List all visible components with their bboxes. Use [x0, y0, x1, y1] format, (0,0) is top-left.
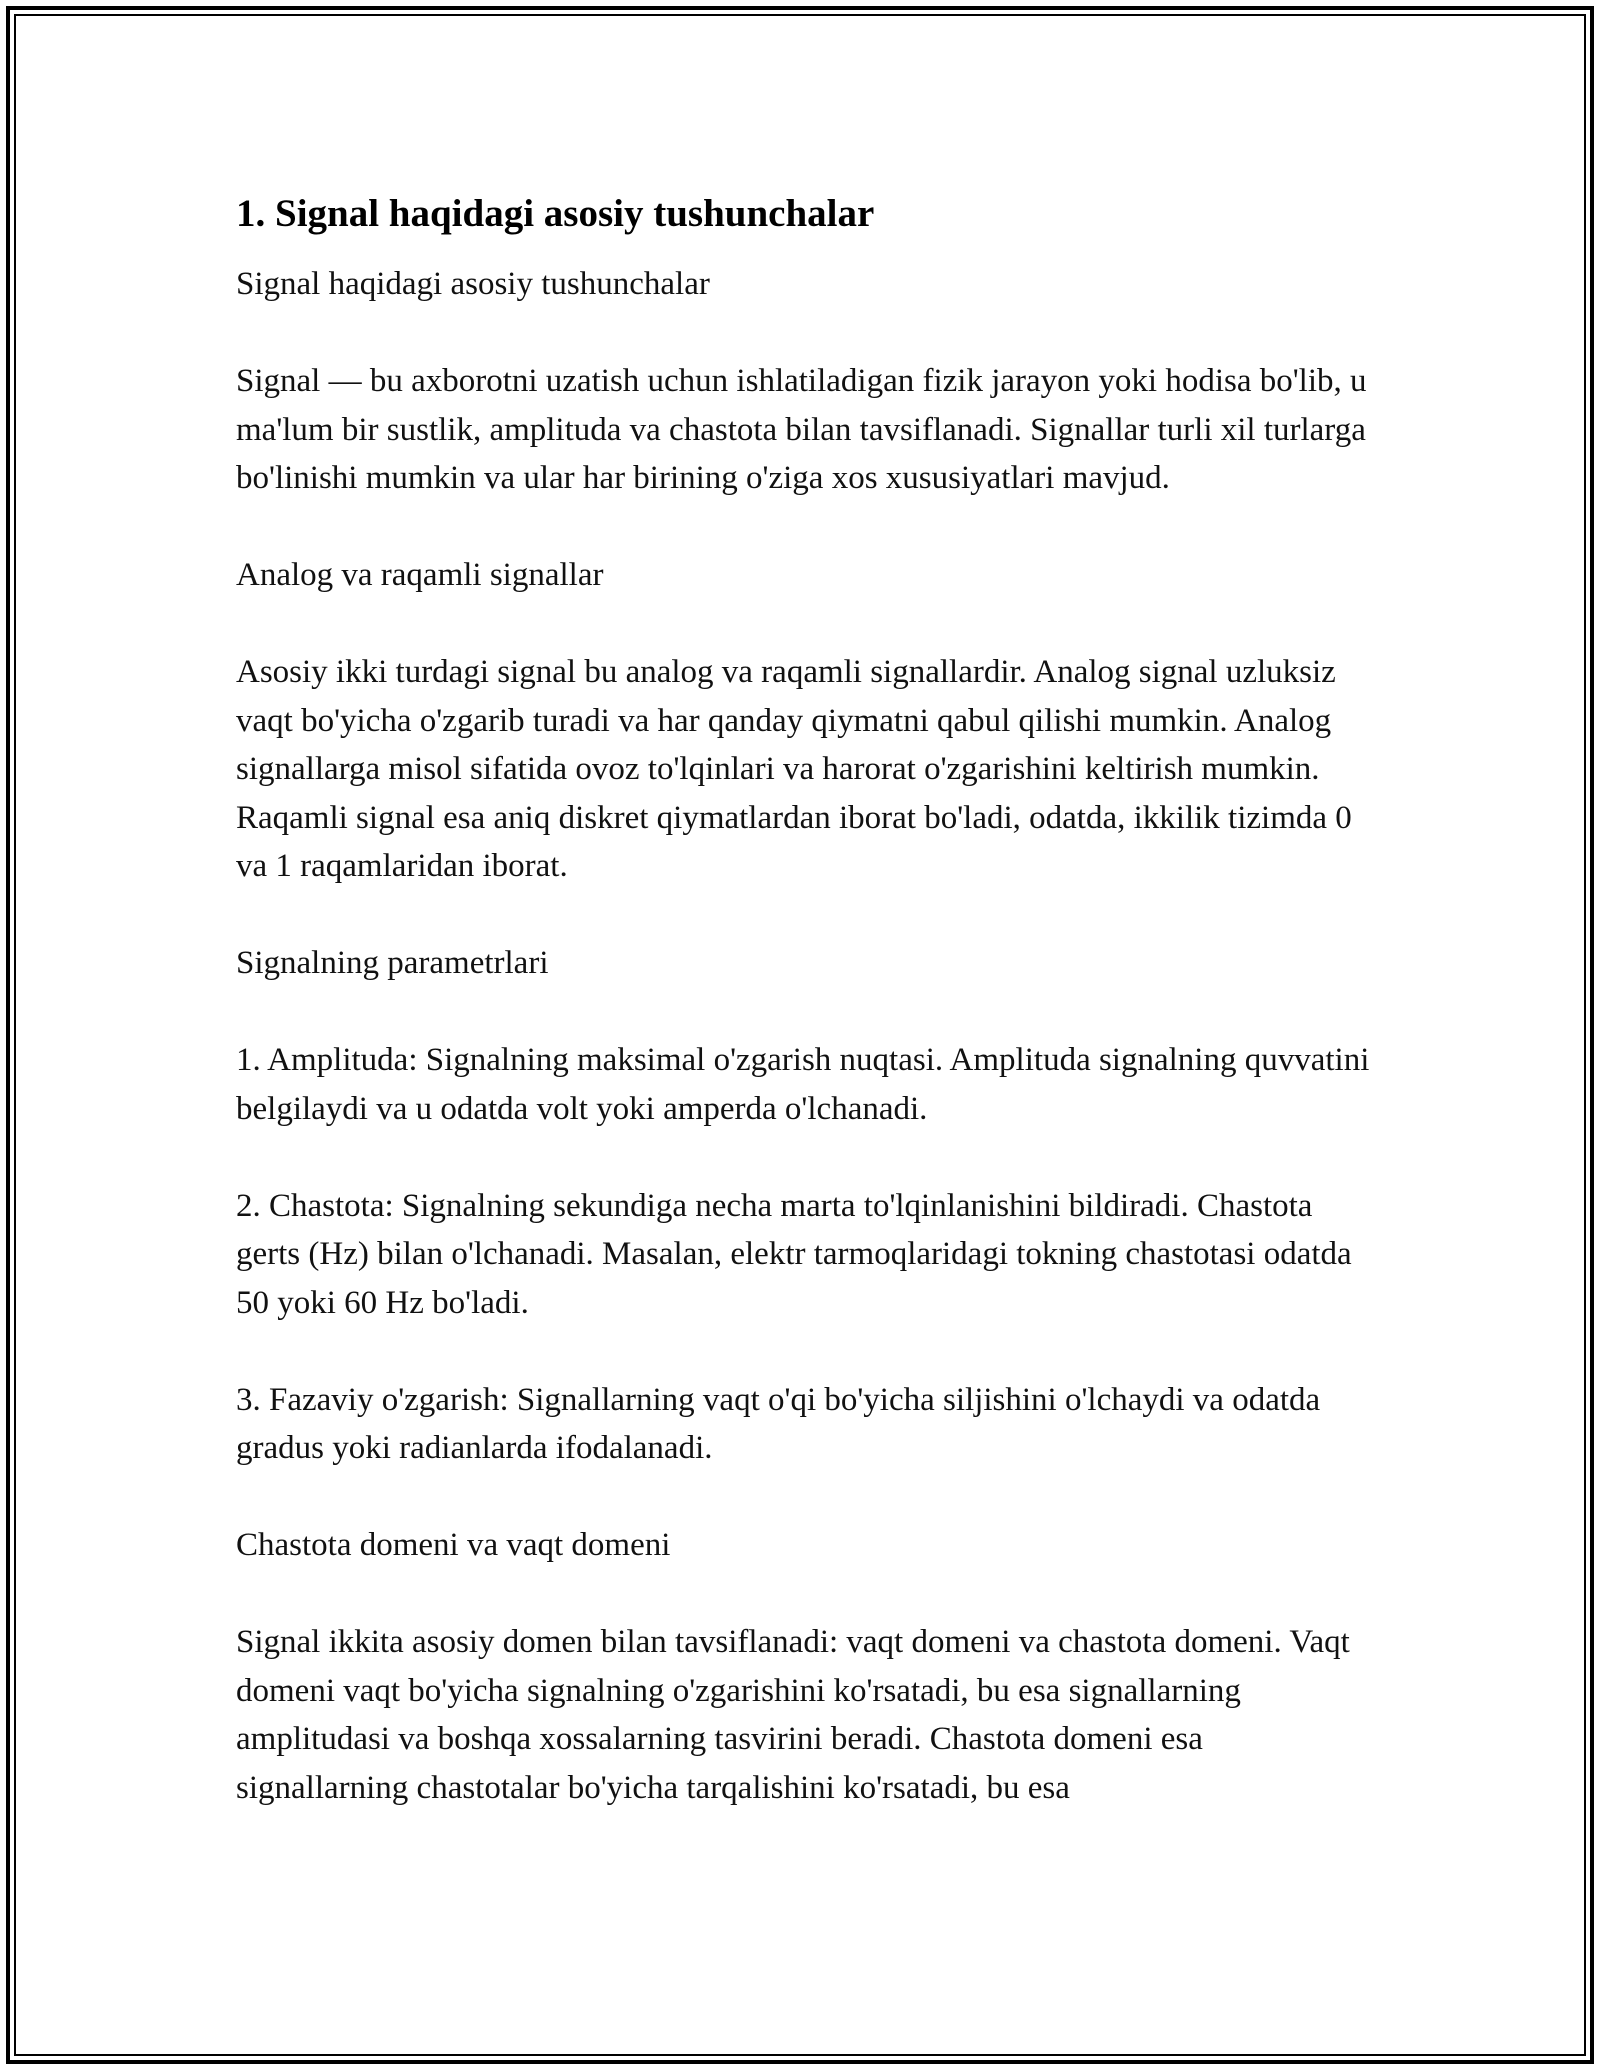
list-item-amplitude: 1. Amplituda: Signalning maksimal o'zgarish nuqtasi. Amplituda signalning quvvatini belgilaydi va u odatda volt yoki amperda o'lchanadi. — [236, 1042, 1370, 1127]
heading-signal-parameters: Signalning parametrlari — [236, 945, 549, 981]
heading-frequency-time-domain: Chastota domeni va vaqt domeni — [236, 1527, 671, 1563]
paragraph-signal-definition: Signal — bu axborotni uzatish uchun ishlatiladigan fizik jarayon yoki hodisa bo'lib, u ma'lum bir sustlik, amplituda va chastota bilan tavsiflanadi. Signallar turli xil turlarga bo'linishi mumkin va ular har birining o'ziga xos xususiyatlari mavjud. — [236, 363, 1367, 496]
section-subtitle: Signal haqidagi asosiy tushunchalar — [236, 266, 710, 302]
heading-analog-digital: Analog va raqamli signallar — [236, 557, 604, 593]
paragraph-analog-digital: Asosiy ikki turdagi signal bu analog va raqamli signallardir. Analog signal uzluksiz vaqt bo'yicha o'zgarib turadi va har qanday qiymatni qabul qilishi mumkin. Analog signallarga misol sifatida ovoz to'lqinlari va harorat o'zgarishini keltirish mumkin. Raqamli signal esa aniq diskret qiymatlardan iborat bo'ladi, odatda, ikkilik tizimda 0 va 1 raqamlaridan iborat. — [236, 654, 1352, 884]
list-item-frequency: 2. Chastota: Signalning sekundiga necha marta to'lqinlanishini bildiradi. Chastota gerts (Hz) bilan o'lchanadi. Masalan, elektr tarmoqlaridagi tokning chastotasi odatda 50 yoki 60 Hz bo'ladi. — [236, 1187, 1352, 1321]
list-item-phase-shift: 3. Fazaviy o'zgarish: Signallarning vaqt o'qi bo'yicha siljishini o'lchaydi va odatda gradus yoki radianlarda ifodalanadi. — [236, 1381, 1321, 1466]
paragraph-domains: Signal ikkita asosiy domen bilan tavsiflanadi: vaqt domeni va chastota domeni. Vaqt domeni vaqt bo'yicha signalning o'zgarishini ko'rsatadi, bu esa signallarning amplitudasi va boshqa xossalarning tasvirini beradi. Chastota domeni esa signallarning chastotalar bo'yicha tarqalishini ko'rsatadi, bu esa — [236, 1624, 1350, 1806]
document-body — [236, 186, 1376, 1812]
page-title: 1. Signal haqidagi asosiy tushunchalar — [236, 192, 875, 235]
